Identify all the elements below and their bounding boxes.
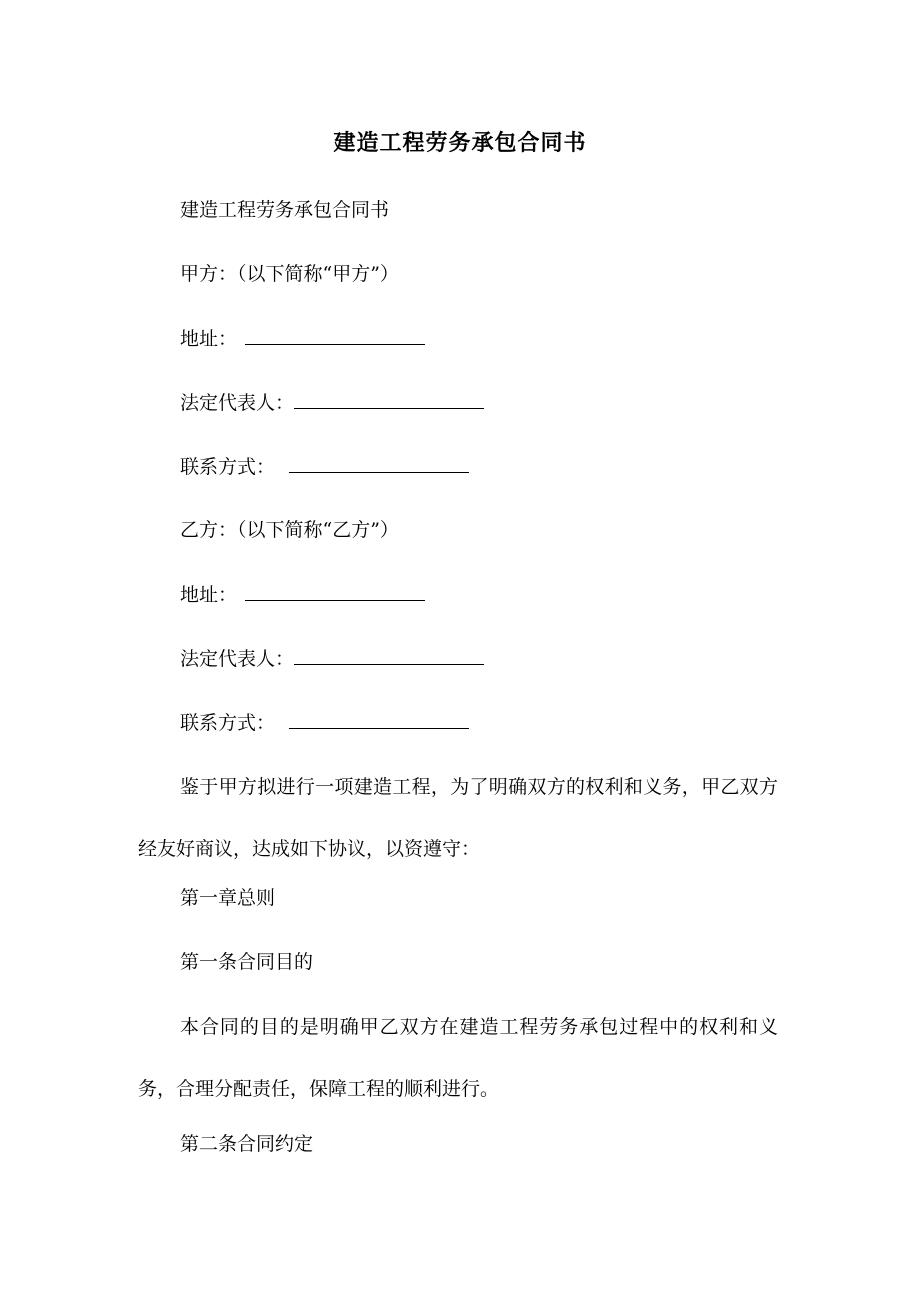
party-a-address-blank[interactable] [245, 326, 425, 345]
party-b-address-row [180, 582, 425, 607]
party-a-heading: 甲方：（以下简称“甲方”） [180, 263, 399, 285]
party-b-contact-row [180, 710, 469, 735]
preamble-paragraph: 鉴于甲方拟进行一项建造工程，为了明确双方的权利和义务，甲乙双方经友好商议，达成如下协议，以资遵守： [138, 776, 778, 860]
party-b-heading: 乙方：（以下简称“乙方”） [180, 519, 399, 541]
party-b-address-label: 地址： [180, 584, 238, 606]
party-b-contact-label: 联系方式： [180, 712, 276, 734]
article-2-title: 第二条合同约定 [180, 1133, 314, 1155]
party-a-rep-blank[interactable] [294, 390, 484, 409]
party-b-contact-blank[interactable] [289, 710, 469, 729]
subtitle: 建造工程劳务承包合同书 [180, 199, 390, 221]
party-a-rep-row [180, 390, 484, 415]
party-a-contact-blank[interactable] [289, 454, 469, 473]
party-a-rep-label: 法定代表人： [180, 392, 295, 414]
party-b-rep-blank[interactable] [294, 646, 484, 665]
party-a-contact-label: 联系方式： [180, 456, 276, 478]
party-b-rep-label: 法定代表人： [180, 648, 295, 670]
party-b-address-blank[interactable] [245, 582, 425, 601]
party-a-contact-row [180, 454, 469, 479]
chapter-1-heading: 第一章总则 [180, 887, 276, 909]
party-a-address-label: 地址： [180, 328, 238, 350]
document-title: 建造工程劳务承包合同书 [333, 131, 587, 156]
article-1-title: 第一条合同目的 [180, 951, 314, 973]
party-b-rep-row [180, 646, 484, 671]
article-1-body: 本合同的目的是明确甲乙双方在建造工程劳务承包过程中的权利和义务，合理分配责任，保障工程的顺利进行。 [138, 1016, 778, 1100]
party-a-address-row [180, 326, 425, 351]
